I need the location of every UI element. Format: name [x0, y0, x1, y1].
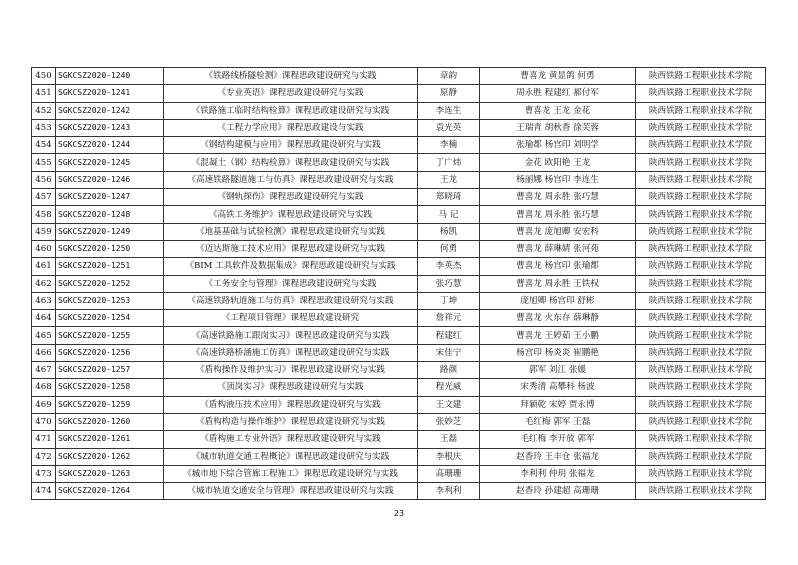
project-code: SGKCSZ2020-1246 [56, 171, 164, 188]
project-code: SGKCSZ2020-1240 [56, 68, 164, 85]
row-number: 451 [32, 85, 56, 102]
project-lead: 郑晓琦 [418, 189, 480, 206]
row-number: 473 [32, 465, 56, 482]
team-members: 曹喜龙 庞旭卿 安宏科 [480, 223, 636, 240]
project-lead: 王龙 [418, 171, 480, 188]
row-number: 455 [32, 154, 56, 171]
table-row [32, 362, 766, 379]
institution-name: 陕西铁路工程职业技术学院 [636, 465, 766, 482]
project-code: SGKCSZ2020-1263 [56, 465, 164, 482]
team-members: 拜颖乾 宋婷 贾永博 [480, 396, 636, 413]
team-members: 杨丽娜 杨宫印 李连生 [480, 171, 636, 188]
project-title: 《盾构操作及维护实习》课程思政建设研究与实践 [164, 362, 418, 379]
project-title: 《城市地下综合管廊工程施工》课程思政建设研究与实践 [164, 465, 418, 482]
table-row [32, 189, 766, 206]
project-code: SGKCSZ2020-1251 [56, 258, 164, 275]
project-title: 《高速铁路隧道施工与仿真》课程思政建设研究与实践 [164, 171, 418, 188]
project-code: SGKCSZ2020-1244 [56, 137, 164, 154]
row-number: 469 [32, 396, 56, 413]
institution-name: 陕西铁路工程职业技术学院 [636, 154, 766, 171]
team-members: 曹喜龙 周永胜 张巧慧 [480, 206, 636, 223]
project-lead: 张巧慧 [418, 275, 480, 292]
institution-name: 陕西铁路工程职业技术学院 [636, 68, 766, 85]
institution-name: 陕西铁路工程职业技术学院 [636, 362, 766, 379]
project-title: 《铁路施工临时结构检算》课程思政建设研究与实践 [164, 102, 418, 119]
project-title: 《BIM 工具软件及数据集成》课程思政建设研究与实践 [164, 258, 418, 275]
project-lead: 王磊 [418, 431, 480, 448]
project-code: SGKCSZ2020-1259 [56, 396, 164, 413]
table-row [32, 465, 766, 482]
project-lead: 李英杰 [418, 258, 480, 275]
table-row [32, 102, 766, 119]
table-row [32, 379, 766, 396]
team-members: 曹喜龙 薛琳婧 张河苑 [480, 240, 636, 257]
institution-name: 陕西铁路工程职业技术学院 [636, 85, 766, 102]
project-code: SGKCSZ2020-1261 [56, 431, 164, 448]
row-number: 460 [32, 240, 56, 257]
team-members: 曹喜龙 周永胜 张巧慧 [480, 189, 636, 206]
team-members: 王瑞青 胡秋香 徐芙蓉 [480, 119, 636, 136]
table-row [32, 137, 766, 154]
project-code: SGKCSZ2020-1247 [56, 189, 164, 206]
team-members: 周永胜 程建红 郝付军 [480, 85, 636, 102]
institution-name: 陕西铁路工程职业技术学院 [636, 223, 766, 240]
row-number: 474 [32, 483, 56, 500]
project-code: SGKCSZ2020-1241 [56, 85, 164, 102]
project-lead: 袁光英 [418, 119, 480, 136]
project-title: 《高速铁路施工跟岗实习》课程思政建设研究与实践 [164, 327, 418, 344]
project-lead: 高珊珊 [418, 465, 480, 482]
row-number: 466 [32, 344, 56, 361]
institution-name: 陕西铁路工程职业技术学院 [636, 431, 766, 448]
project-lead: 宋佳宁 [418, 344, 480, 361]
project-lead: 李利利 [418, 483, 480, 500]
team-members: 曹喜龙 周永胜 王铁权 [480, 275, 636, 292]
institution-name: 陕西铁路工程职业技术学院 [636, 206, 766, 223]
page-number: 23 [393, 509, 405, 518]
project-lead: 马 记 [418, 206, 480, 223]
project-title: 《铁路线桥隧检测》课程思政建设研究与实践 [164, 68, 418, 85]
project-lead: 程光威 [418, 379, 480, 396]
table-row [32, 413, 766, 430]
team-members: 杨宫印 杨炎炎 崔鹏艳 [480, 344, 636, 361]
team-members: 曹喜龙 王婷茹 王小鹏 [480, 327, 636, 344]
table-row [32, 258, 766, 275]
row-number: 457 [32, 189, 56, 206]
project-title: 《工程项目管理》课程思政建设研究 [164, 310, 418, 327]
project-title: 《城市轨道交通工程概论》课程思政建设研究与实践 [164, 448, 418, 465]
table-row [32, 85, 766, 102]
table-row [32, 240, 766, 257]
row-number: 450 [32, 68, 56, 85]
project-code: SGKCSZ2020-1243 [56, 119, 164, 136]
project-title: 《盾构施工专业外语》课程思政建设研究与实践 [164, 431, 418, 448]
table-row [32, 223, 766, 240]
project-code: SGKCSZ2020-1257 [56, 362, 164, 379]
project-lead: 詹祥元 [418, 310, 480, 327]
team-members: 曹喜龙 王龙 金花 [480, 102, 636, 119]
table-row [32, 483, 766, 500]
project-title: 《钢轨探伤》课程思政建设研究与实践 [164, 189, 418, 206]
team-members: 赵香玲 孙建超 高珊珊 [480, 483, 636, 500]
table-row [32, 171, 766, 188]
project-title: 《盾构构造与操作维护》课程思政建设研究与实践 [164, 413, 418, 430]
row-number: 458 [32, 206, 56, 223]
institution-name: 陕西铁路工程职业技术学院 [636, 119, 766, 136]
table-row [32, 396, 766, 413]
institution-name: 陕西铁路工程职业技术学院 [636, 483, 766, 500]
row-number: 452 [32, 102, 56, 119]
row-number: 453 [32, 119, 56, 136]
institution-name: 陕西铁路工程职业技术学院 [636, 189, 766, 206]
table-row [32, 448, 766, 465]
project-lead: 路颜 [418, 362, 480, 379]
institution-name: 陕西铁路工程职业技术学院 [636, 413, 766, 430]
row-number: 465 [32, 327, 56, 344]
institution-name: 陕西铁路工程职业技术学院 [636, 396, 766, 413]
table-row [32, 292, 766, 309]
project-code: SGKCSZ2020-1260 [56, 413, 164, 430]
project-lead: 何勇 [418, 240, 480, 257]
institution-name: 陕西铁路工程职业技术学院 [636, 275, 766, 292]
row-number: 462 [32, 275, 56, 292]
project-lead: 丁广炜 [418, 154, 480, 171]
table-row [32, 275, 766, 292]
table-row [32, 119, 766, 136]
team-members: 金花 欧阳艳 王龙 [480, 154, 636, 171]
team-members: 曹喜龙 火东存 薛琳静 [480, 310, 636, 327]
project-lead: 程建红 [418, 327, 480, 344]
table-body [32, 68, 766, 500]
row-number: 463 [32, 292, 56, 309]
table-row [32, 310, 766, 327]
institution-name: 陕西铁路工程职业技术学院 [636, 379, 766, 396]
institution-name: 陕西铁路工程职业技术学院 [636, 327, 766, 344]
project-title: 《钢结构建模与应用》课程思政建设研究与实践 [164, 137, 418, 154]
table-row [32, 206, 766, 223]
project-lead: 李连生 [418, 102, 480, 119]
project-code: SGKCSZ2020-1254 [56, 310, 164, 327]
project-title: 《专业英语》课程思政建设研究与实践 [164, 85, 418, 102]
project-code: SGKCSZ2020-1256 [56, 344, 164, 361]
team-members: 郭军 刘江 张媛 [480, 362, 636, 379]
row-number: 467 [32, 362, 56, 379]
row-number: 470 [32, 413, 56, 430]
institution-name: 陕西铁路工程职业技术学院 [636, 310, 766, 327]
team-members: 毛红梅 李开放 郭军 [480, 431, 636, 448]
project-lead: 原静 [418, 85, 480, 102]
table-row [32, 68, 766, 85]
team-members: 曹喜龙 杨宫印 张瑜都 [480, 258, 636, 275]
institution-name: 陕西铁路工程职业技术学院 [636, 258, 766, 275]
team-members: 毛红梅 郭军 王磊 [480, 413, 636, 430]
project-lead: 王文建 [418, 396, 480, 413]
row-number: 454 [32, 137, 56, 154]
institution-name: 陕西铁路工程职业技术学院 [636, 448, 766, 465]
project-lead: 李根庆 [418, 448, 480, 465]
table-row [32, 344, 766, 361]
project-title: 《高铁工务维护》课程思政建设研究与实践 [164, 206, 418, 223]
project-title: 《城市轨道交通安全与管理》课程思政建设研究与实践 [164, 483, 418, 500]
row-number: 456 [32, 171, 56, 188]
project-lead: 杨凯 [418, 223, 480, 240]
team-members: 张瑜都 杨宫印 刘明学 [480, 137, 636, 154]
row-number: 468 [32, 379, 56, 396]
project-code: SGKCSZ2020-1248 [56, 206, 164, 223]
project-title: 《迈达斯施工技术应用》课程思政建设研究与实践 [164, 240, 418, 257]
project-code: SGKCSZ2020-1250 [56, 240, 164, 257]
project-lead: 丁坤 [418, 292, 480, 309]
project-code: SGKCSZ2020-1255 [56, 327, 164, 344]
project-lead: 张妙芝 [418, 413, 480, 430]
team-members: 庞旭卿 杨宫印 舒彬 [480, 292, 636, 309]
project-code: SGKCSZ2020-1253 [56, 292, 164, 309]
team-members: 曹喜龙 黄显鸽 何勇 [480, 68, 636, 85]
institution-name: 陕西铁路工程职业技术学院 [636, 171, 766, 188]
institution-name: 陕西铁路工程职业技术学院 [636, 137, 766, 154]
institution-name: 陕西铁路工程职业技术学院 [636, 344, 766, 361]
team-members: 宋秀清 高攀科 杨波 [480, 379, 636, 396]
project-title: 《高速铁路轨道施工与仿真》课程思政建设研究与实践 [164, 292, 418, 309]
project-title: 《地基基础与试验检测》课程思政建设研究与实践 [164, 223, 418, 240]
project-code: SGKCSZ2020-1249 [56, 223, 164, 240]
project-lead: 李楠 [418, 137, 480, 154]
institution-name: 陕西铁路工程职业技术学院 [636, 240, 766, 257]
row-number: 459 [32, 223, 56, 240]
project-table [31, 67, 766, 500]
project-lead: 章韵 [418, 68, 480, 85]
project-title: 《高速铁路桥涵施工仿真》课程思政建设研究与实践 [164, 344, 418, 361]
table-row [32, 327, 766, 344]
table-row [32, 154, 766, 171]
table-row [32, 431, 766, 448]
project-code: SGKCSZ2020-1252 [56, 275, 164, 292]
project-title: 《工程力学应用》课程思政建设与实践 [164, 119, 418, 136]
project-code: SGKCSZ2020-1262 [56, 448, 164, 465]
project-code: SGKCSZ2020-1264 [56, 483, 164, 500]
team-members: 赵香玲 王丰仓 张福龙 [480, 448, 636, 465]
row-number: 471 [32, 431, 56, 448]
row-number: 461 [32, 258, 56, 275]
institution-name: 陕西铁路工程职业技术学院 [636, 292, 766, 309]
project-code: SGKCSZ2020-1258 [56, 379, 164, 396]
institution-name: 陕西铁路工程职业技术学院 [636, 102, 766, 119]
row-number: 472 [32, 448, 56, 465]
project-title: 《顶岗实习》课程思政建设研究与实践 [164, 379, 418, 396]
project-code: SGKCSZ2020-1245 [56, 154, 164, 171]
project-title: 《混凝土（钢）结构检算》课程思政建设研究与实践 [164, 154, 418, 171]
project-code: SGKCSZ2020-1242 [56, 102, 164, 119]
project-title: 《盾构液压技术应用》课程思政建设研究与实践 [164, 396, 418, 413]
row-number: 464 [32, 310, 56, 327]
team-members: 李利利 仲玥 张福龙 [480, 465, 636, 482]
project-title: 《工务安全与管理》课程思政建设研究与实践 [164, 275, 418, 292]
